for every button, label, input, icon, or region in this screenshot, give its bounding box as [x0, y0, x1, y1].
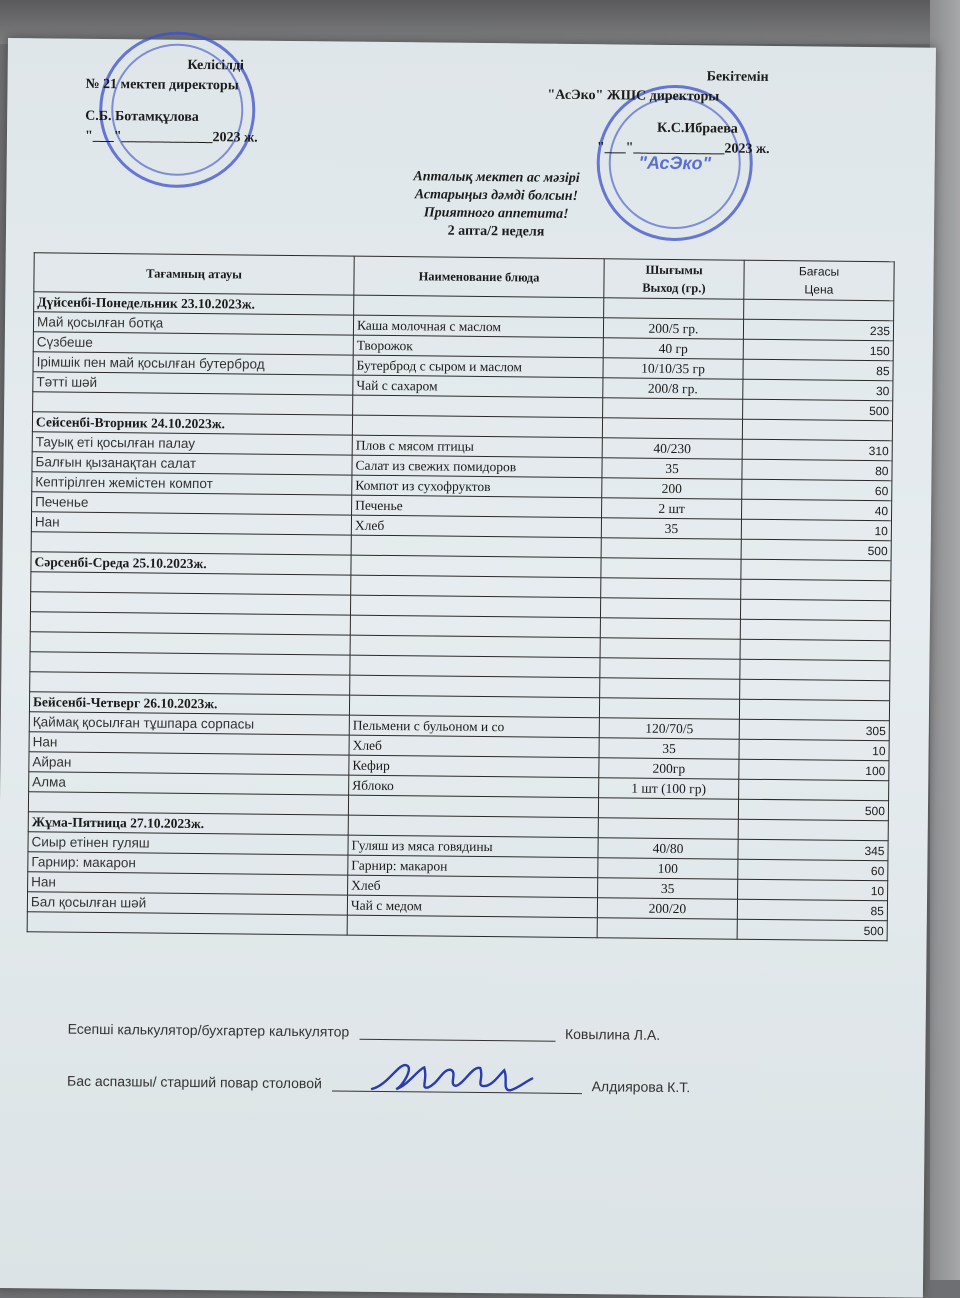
header-price: [744, 260, 894, 301]
title-line-2: Астарыңыз дәмді болсын!: [414, 187, 579, 204]
dish-price: 10: [739, 739, 889, 761]
dish-ru: Хлеб: [351, 515, 601, 538]
handwritten-signature-icon: [368, 1055, 538, 1101]
dish-ru: Пельмени с бульоном и со: [349, 715, 599, 738]
dish-ru: Кефир: [349, 755, 599, 778]
signature-line: [359, 1025, 555, 1042]
dish-kz: Нан: [31, 512, 351, 535]
day-total: 500: [743, 399, 893, 421]
day-label: Бейсенбі-Четверг 26.10.2023ж.: [29, 692, 349, 715]
day-total: 500: [741, 539, 891, 561]
approval-right-name: К.С.Ибраева: [657, 120, 738, 137]
dish-kz: Нан: [29, 732, 349, 755]
dish-output: 35: [599, 738, 739, 759]
dish-output: 120/70/5: [599, 718, 739, 739]
dish-ru: Компот из сухофруктов: [352, 475, 602, 498]
approval-right-date: "___"_____________2023 ж.: [596, 140, 770, 157]
dish-price: 10: [741, 519, 891, 541]
day-label: Жұма-Пятница 27.10.2023ж.: [28, 812, 348, 835]
calculator-signature-row: [68, 1021, 661, 1043]
dish-kz: Бал қосылған шәй: [27, 892, 347, 915]
dish-price: 10: [738, 879, 888, 901]
dish-ru: Гарнир: макарон: [348, 855, 598, 878]
cook-signature-row: [67, 1073, 690, 1096]
menu-title: [346, 168, 647, 243]
dish-kz: Тауық еті қосылған палау: [32, 432, 352, 455]
day-total: 500: [738, 799, 888, 821]
dish-kz: Гарнир: макарон: [28, 852, 348, 875]
dish-kz: Май қосылған ботқа: [33, 312, 353, 335]
dish-output: 1 шт (100 гр): [599, 778, 739, 799]
title-week: 2 апта/2 неделя: [447, 223, 545, 240]
approval-block-right: [527, 65, 858, 160]
day-label: Сәрсенбі-Среда 25.10.2023ж.: [31, 552, 351, 575]
day-label: Сейсенбі-Вторник 24.10.2023ж.: [32, 412, 352, 435]
header-price-ru: Цена: [804, 282, 834, 297]
cook-name: Алдиярова К.Т.: [591, 1078, 691, 1096]
approval-right-position: "АсЭко" ЖШС директоры: [547, 87, 720, 105]
dish-kz: Нан: [28, 872, 348, 895]
dish-ru: Бутерброд с сыром и маслом: [353, 355, 603, 378]
day-label: Дүйсенбі-Понедельник 23.10.2023ж.: [34, 292, 354, 315]
dish-price: 235: [743, 319, 893, 341]
dish-output: 200гр: [599, 758, 739, 779]
dish-kz: Ірімшік пен май қосылған бутерброд: [33, 352, 353, 375]
approval-left-title: Келісілді: [187, 57, 245, 74]
cook-label: Бас аспазшы/ старший повар столовой: [67, 1072, 322, 1092]
dish-price: 40: [742, 499, 892, 521]
title-line-1: Апталық мектеп ас мәзірі: [413, 169, 580, 186]
dish-output: 200/5 гр.: [603, 318, 743, 339]
header-output-ru: Выход (гр.): [642, 280, 706, 296]
header-price-kz: Бағасы: [798, 264, 840, 279]
dish-output: 35: [602, 458, 742, 479]
dish-output: 35: [601, 518, 741, 539]
dish-output: 200/8 гр.: [603, 378, 743, 399]
approval-left-position: № 21 мектеп директоры: [85, 76, 239, 94]
dish-kz: Алма: [29, 772, 349, 795]
dish-price: 30: [743, 379, 893, 401]
header-output: [604, 259, 744, 299]
dish-ru: Печенье: [352, 495, 602, 518]
right-stamp-text: "АсЭко": [638, 152, 712, 173]
dish-ru: Хлеб: [349, 735, 599, 758]
dish-price: 85: [737, 899, 887, 921]
menu-document: [0, 38, 936, 1298]
dish-kz: Балғын қызанақтан салат: [32, 452, 352, 475]
dish-price: 345: [738, 839, 888, 861]
dish-price: 85: [743, 359, 893, 381]
dish-ru: Хлеб: [348, 875, 598, 898]
day-total: 500: [737, 919, 887, 941]
dish-kz: Сиыр етінен гуляш: [28, 832, 348, 855]
dish-kz: Кептірілген жемістен компот: [32, 472, 352, 495]
title-line-3: Приятного аппетита!: [423, 205, 569, 222]
dish-price: 60: [738, 859, 888, 881]
dish-output: 10/10/35 гр: [603, 358, 743, 379]
dish-output: 100: [598, 858, 738, 879]
dish-ru: Чай с сахаром: [353, 375, 603, 398]
dish-price: 305: [739, 719, 889, 741]
menu-table: [27, 252, 895, 941]
calculator-name: Ковылина Л.А.: [564, 1025, 661, 1043]
approval-left-date: "___"_____________2023 ж.: [84, 128, 258, 146]
header-ru-name: Наименование блюда: [354, 256, 604, 298]
header-output-kz: Шығымы: [645, 262, 703, 278]
approval-left-name: С.Б. Ботамқұлова: [85, 108, 199, 126]
dish-ru: Салат из свежих помидоров: [352, 455, 602, 478]
background-edge: [930, 0, 960, 1280]
dish-price: 100: [739, 759, 889, 781]
dish-ru: Чай с медом: [347, 895, 597, 918]
dish-output: 40/230: [602, 438, 742, 459]
dish-kz: Айран: [29, 752, 349, 775]
dish-price: 80: [742, 459, 892, 481]
dish-output: 2 шт: [602, 498, 742, 519]
approval-right-title: Бекітемін: [706, 69, 769, 85]
dish-price: 310: [742, 439, 892, 461]
dish-price: 60: [742, 479, 892, 501]
approval-block-left: [85, 55, 346, 150]
dish-ru: Гуляш из мяса говядины: [348, 835, 598, 858]
dish-ru: Плов с мясом птицы: [352, 435, 602, 458]
dish-price: 150: [743, 339, 893, 361]
header-kz-name: Тағамның атауы: [34, 253, 354, 295]
dish-price: [739, 779, 889, 801]
dish-output: 200/20: [597, 898, 737, 919]
background-surface: [0, 0, 960, 44]
dish-output: 40/80: [598, 838, 738, 859]
dish-kz: Сүзбеше: [33, 332, 353, 355]
dish-ru: Творожок: [353, 335, 603, 358]
dish-ru: Каша молочная с маслом: [353, 315, 603, 338]
dish-output: 40 гр: [603, 338, 743, 359]
calculator-label: Есепші калькулятор/бухгартер калькулятор: [67, 1020, 350, 1040]
dish-kz: Қаймақ қосылған тұшпара сорпасы: [29, 712, 349, 735]
dish-ru: Яблоко: [349, 775, 599, 798]
dish-output: 35: [598, 878, 738, 899]
dish-kz: Тәтті шәй: [33, 372, 353, 395]
dish-output: 200: [602, 478, 742, 499]
signature-line: [332, 1076, 582, 1094]
dish-kz: Печенье: [32, 492, 352, 515]
